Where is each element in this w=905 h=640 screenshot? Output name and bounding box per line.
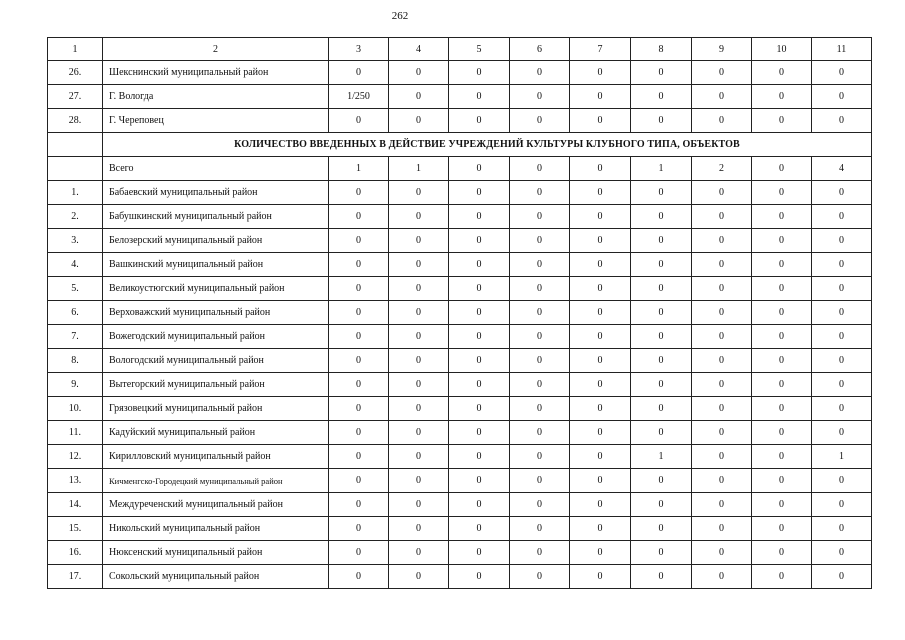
value-cell: 0 (510, 85, 570, 109)
value-cell: 0 (510, 421, 570, 445)
value-cell: 0 (631, 469, 692, 493)
value-cell: 0 (812, 565, 872, 589)
value-cell: 1/250 (329, 85, 389, 109)
value-cell: 0 (329, 517, 389, 541)
value-cell: 0 (631, 421, 692, 445)
value-cell: 0 (812, 325, 872, 349)
value-cell: 0 (692, 397, 752, 421)
table-row (48, 397, 872, 421)
value-cell: 0 (570, 565, 631, 589)
value-cell: 0 (329, 373, 389, 397)
value-cell: 0 (449, 541, 510, 565)
value-cell: 0 (631, 349, 692, 373)
value-cell: 0 (570, 181, 631, 205)
value-cell: 0 (752, 85, 812, 109)
value-cell: 0 (329, 397, 389, 421)
value-cell: 0 (752, 373, 812, 397)
value-cell: 0 (510, 325, 570, 349)
value-cell: 0 (692, 493, 752, 517)
value-cell: 0 (692, 349, 752, 373)
value-cell: 0 (329, 229, 389, 253)
value-cell: 0 (570, 349, 631, 373)
column-header: 9 (692, 38, 752, 61)
district-name: Нюксенский муниципальный район (103, 541, 329, 565)
value-cell: 0 (510, 541, 570, 565)
value-cell: 0 (510, 253, 570, 277)
value-cell: 0 (812, 469, 872, 493)
column-header: 4 (389, 38, 449, 61)
district-name: Г. Череповец (103, 109, 329, 133)
value-cell: 0 (510, 181, 570, 205)
district-name: Междуреченский муниципальный район (103, 493, 329, 517)
section-title-row (48, 133, 872, 157)
value-cell: 0 (329, 541, 389, 565)
value-cell: 0 (692, 301, 752, 325)
value-cell: 0 (389, 85, 449, 109)
row-number: 2. (48, 205, 103, 229)
row-number: 26. (48, 61, 103, 85)
value-cell: 0 (631, 517, 692, 541)
value-cell: 0 (752, 541, 812, 565)
value-cell: 0 (570, 397, 631, 421)
value-cell: 0 (692, 565, 752, 589)
value-cell: 0 (389, 301, 449, 325)
district-name: Вологодский муниципальный район (103, 349, 329, 373)
value-cell: 1 (329, 157, 389, 181)
value-cell: 0 (510, 157, 570, 181)
column-header-row (48, 38, 872, 61)
value-cell: 0 (812, 301, 872, 325)
value-cell: 0 (631, 541, 692, 565)
value-cell: 0 (631, 109, 692, 133)
value-cell: 0 (389, 181, 449, 205)
value-cell: 0 (329, 493, 389, 517)
district-name: Никольский муниципальный район (103, 517, 329, 541)
table-row (48, 85, 872, 109)
row-number: 15. (48, 517, 103, 541)
district-name: Кичменгско-Городецкий муниципальный район (103, 469, 329, 493)
column-header: 11 (812, 38, 872, 61)
value-cell: 0 (812, 85, 872, 109)
column-header: 5 (449, 38, 510, 61)
value-cell: 0 (631, 565, 692, 589)
row-number (48, 157, 103, 181)
district-name: Грязовецкий муниципальный район (103, 397, 329, 421)
value-cell: 0 (570, 325, 631, 349)
row-number: 1. (48, 181, 103, 205)
value-cell: 0 (329, 61, 389, 85)
column-header: 6 (510, 38, 570, 61)
value-cell: 0 (631, 85, 692, 109)
table-row (48, 205, 872, 229)
value-cell: 0 (752, 325, 812, 349)
value-cell: 0 (449, 469, 510, 493)
value-cell: 0 (631, 493, 692, 517)
value-cell: 0 (812, 373, 872, 397)
value-cell: 1 (812, 445, 872, 469)
value-cell: 0 (570, 277, 631, 301)
value-cell: 0 (449, 373, 510, 397)
value-cell: 0 (631, 61, 692, 85)
value-cell: 0 (692, 253, 752, 277)
table-row (48, 565, 872, 589)
value-cell: 0 (329, 565, 389, 589)
table-row (48, 277, 872, 301)
value-cell: 0 (449, 349, 510, 373)
value-cell: 0 (752, 301, 812, 325)
value-cell: 0 (389, 565, 449, 589)
row-number: 28. (48, 109, 103, 133)
value-cell: 0 (631, 205, 692, 229)
value-cell: 0 (812, 205, 872, 229)
value-cell: 0 (510, 301, 570, 325)
row-number: 14. (48, 493, 103, 517)
value-cell: 0 (570, 109, 631, 133)
row-number: 11. (48, 421, 103, 445)
value-cell: 0 (812, 421, 872, 445)
value-cell: 0 (570, 517, 631, 541)
value-cell: 4 (812, 157, 872, 181)
value-cell: 0 (449, 445, 510, 469)
district-name: Верховажский муниципальный район (103, 301, 329, 325)
value-cell: 0 (510, 229, 570, 253)
value-cell: 0 (389, 61, 449, 85)
district-name: Вашкинский муниципальный район (103, 253, 329, 277)
value-cell: 0 (692, 373, 752, 397)
value-cell: 0 (510, 565, 570, 589)
value-cell: 0 (812, 61, 872, 85)
value-cell: 0 (752, 445, 812, 469)
value-cell: 1 (631, 157, 692, 181)
value-cell: 0 (752, 109, 812, 133)
value-cell: 0 (449, 517, 510, 541)
district-name: Белозерский муниципальный район (103, 229, 329, 253)
value-cell: 0 (692, 445, 752, 469)
value-cell: 0 (631, 229, 692, 253)
value-cell: 0 (510, 469, 570, 493)
district-name: Вожегодский муниципальный район (103, 325, 329, 349)
value-cell: 0 (449, 229, 510, 253)
row-number: 17. (48, 565, 103, 589)
value-cell: 0 (692, 109, 752, 133)
value-cell: 0 (389, 445, 449, 469)
value-cell: 0 (389, 205, 449, 229)
value-cell: 0 (510, 373, 570, 397)
value-cell: 0 (812, 229, 872, 253)
column-header: 3 (329, 38, 389, 61)
value-cell: 0 (570, 85, 631, 109)
value-cell: 0 (389, 373, 449, 397)
value-cell: 0 (389, 421, 449, 445)
value-cell: 0 (329, 277, 389, 301)
total-row (48, 157, 872, 181)
row-number: 13. (48, 469, 103, 493)
row-number: 9. (48, 373, 103, 397)
table-row (48, 421, 872, 445)
value-cell: 0 (752, 421, 812, 445)
district-name: Великоустюгский муниципальный район (103, 277, 329, 301)
value-cell: 0 (692, 277, 752, 301)
value-cell: 0 (510, 277, 570, 301)
value-cell: 0 (449, 109, 510, 133)
table-row (48, 373, 872, 397)
value-cell: 0 (812, 397, 872, 421)
value-cell: 0 (329, 205, 389, 229)
value-cell: 0 (752, 349, 812, 373)
value-cell: 0 (570, 421, 631, 445)
column-header: 7 (570, 38, 631, 61)
value-cell: 0 (449, 157, 510, 181)
row-number: 8. (48, 349, 103, 373)
table-row (48, 109, 872, 133)
value-cell: 0 (449, 85, 510, 109)
district-name: Г. Вологда (103, 85, 329, 109)
value-cell: 0 (389, 397, 449, 421)
row-number: 3. (48, 229, 103, 253)
value-cell: 0 (570, 205, 631, 229)
value-cell: 0 (389, 517, 449, 541)
value-cell: 0 (812, 277, 872, 301)
value-cell: 2 (692, 157, 752, 181)
value-cell: 0 (329, 325, 389, 349)
value-cell: 0 (449, 397, 510, 421)
table-row (48, 445, 872, 469)
value-cell: 0 (329, 445, 389, 469)
value-cell: 0 (449, 493, 510, 517)
value-cell: 0 (329, 181, 389, 205)
value-cell: 0 (510, 205, 570, 229)
value-cell: 0 (510, 493, 570, 517)
district-name: Вытегорский муниципальный район (103, 373, 329, 397)
value-cell: 0 (752, 157, 812, 181)
value-cell: 0 (329, 469, 389, 493)
value-cell: 0 (570, 229, 631, 253)
value-cell: 0 (752, 469, 812, 493)
value-cell: 0 (449, 421, 510, 445)
value-cell: 0 (389, 325, 449, 349)
district-name: Бабаевский муниципальный район (103, 181, 329, 205)
value-cell: 0 (812, 109, 872, 133)
value-cell: 0 (570, 253, 631, 277)
value-cell: 0 (812, 493, 872, 517)
value-cell: 0 (389, 469, 449, 493)
value-cell: 0 (631, 301, 692, 325)
value-cell: 0 (752, 565, 812, 589)
value-cell: 0 (510, 397, 570, 421)
value-cell: 0 (631, 181, 692, 205)
value-cell: 0 (570, 445, 631, 469)
value-cell: 0 (812, 517, 872, 541)
value-cell: 0 (510, 349, 570, 373)
value-cell: 0 (449, 61, 510, 85)
district-name: Кадуйский муниципальный район (103, 421, 329, 445)
value-cell: 0 (329, 421, 389, 445)
table-row (48, 469, 872, 493)
value-cell: 0 (692, 469, 752, 493)
value-cell: 0 (449, 205, 510, 229)
district-name: Бабушкинский муниципальный район (103, 205, 329, 229)
column-header: 1 (48, 38, 103, 61)
value-cell: 0 (812, 541, 872, 565)
value-cell: 0 (449, 277, 510, 301)
row-number: 12. (48, 445, 103, 469)
column-header: 2 (103, 38, 329, 61)
value-cell: 0 (631, 373, 692, 397)
value-cell: 0 (449, 301, 510, 325)
value-cell: 0 (812, 349, 872, 373)
district-name: Кирилловский муниципальный район (103, 445, 329, 469)
value-cell: 0 (329, 301, 389, 325)
value-cell: 0 (752, 205, 812, 229)
value-cell: 0 (389, 541, 449, 565)
value-cell: 0 (449, 181, 510, 205)
row-number: 27. (48, 85, 103, 109)
table-row (48, 253, 872, 277)
value-cell: 0 (570, 157, 631, 181)
row-number: 16. (48, 541, 103, 565)
table-row (48, 517, 872, 541)
value-cell: 0 (692, 85, 752, 109)
value-cell: 0 (570, 469, 631, 493)
district-name: Всего (103, 157, 329, 181)
value-cell: 0 (389, 349, 449, 373)
section-spacer-cell (48, 133, 103, 157)
value-cell: 0 (570, 301, 631, 325)
value-cell: 0 (449, 565, 510, 589)
value-cell: 0 (329, 253, 389, 277)
value-cell: 0 (329, 349, 389, 373)
value-cell: 0 (570, 541, 631, 565)
value-cell: 0 (752, 277, 812, 301)
value-cell: 0 (692, 181, 752, 205)
value-cell: 0 (510, 517, 570, 541)
value-cell: 0 (692, 541, 752, 565)
value-cell: 1 (389, 157, 449, 181)
table-body (48, 38, 872, 589)
value-cell: 0 (329, 109, 389, 133)
value-cell: 0 (389, 229, 449, 253)
table-row (48, 229, 872, 253)
row-number: 10. (48, 397, 103, 421)
value-cell: 0 (752, 61, 812, 85)
section-title: КОЛИЧЕСТВО ВВЕДЕННЫХ В ДЕЙСТВИЕ УЧРЕЖДЕНИЙ КУЛЬТУРЫ КЛУБНОГО ТИПА, ОБЪЕКТОВ (103, 133, 872, 157)
value-cell: 0 (449, 325, 510, 349)
data-table (47, 37, 872, 589)
value-cell: 0 (631, 277, 692, 301)
table-row (48, 181, 872, 205)
value-cell: 0 (692, 517, 752, 541)
value-cell: 0 (570, 373, 631, 397)
table-row (48, 325, 872, 349)
value-cell: 0 (752, 229, 812, 253)
value-cell: 0 (752, 181, 812, 205)
value-cell: 0 (752, 493, 812, 517)
value-cell: 0 (389, 493, 449, 517)
value-cell: 0 (692, 421, 752, 445)
value-cell: 0 (752, 397, 812, 421)
value-cell: 0 (631, 325, 692, 349)
row-number: 5. (48, 277, 103, 301)
value-cell: 0 (570, 61, 631, 85)
column-header: 8 (631, 38, 692, 61)
value-cell: 0 (631, 253, 692, 277)
value-cell: 0 (510, 445, 570, 469)
district-name: Сокольский муниципальный район (103, 565, 329, 589)
table-row (48, 349, 872, 373)
value-cell: 0 (570, 493, 631, 517)
value-cell: 0 (692, 325, 752, 349)
row-number: 7. (48, 325, 103, 349)
value-cell: 0 (752, 253, 812, 277)
district-name: Шекснинский муниципальный район (103, 61, 329, 85)
row-number: 4. (48, 253, 103, 277)
value-cell: 0 (389, 253, 449, 277)
value-cell: 0 (752, 517, 812, 541)
value-cell: 0 (631, 397, 692, 421)
value-cell: 0 (692, 61, 752, 85)
column-header: 10 (752, 38, 812, 61)
page-number: 262 (391, 10, 409, 22)
value-cell: 0 (812, 253, 872, 277)
table-row (48, 61, 872, 85)
value-cell: 0 (812, 181, 872, 205)
value-cell: 0 (692, 205, 752, 229)
table-row (48, 493, 872, 517)
value-cell: 0 (510, 61, 570, 85)
row-number: 6. (48, 301, 103, 325)
value-cell: 0 (389, 109, 449, 133)
value-cell: 1 (631, 445, 692, 469)
value-cell: 0 (510, 109, 570, 133)
value-cell: 0 (389, 277, 449, 301)
value-cell: 0 (692, 229, 752, 253)
table-row (48, 541, 872, 565)
table-row (48, 301, 872, 325)
value-cell: 0 (449, 253, 510, 277)
